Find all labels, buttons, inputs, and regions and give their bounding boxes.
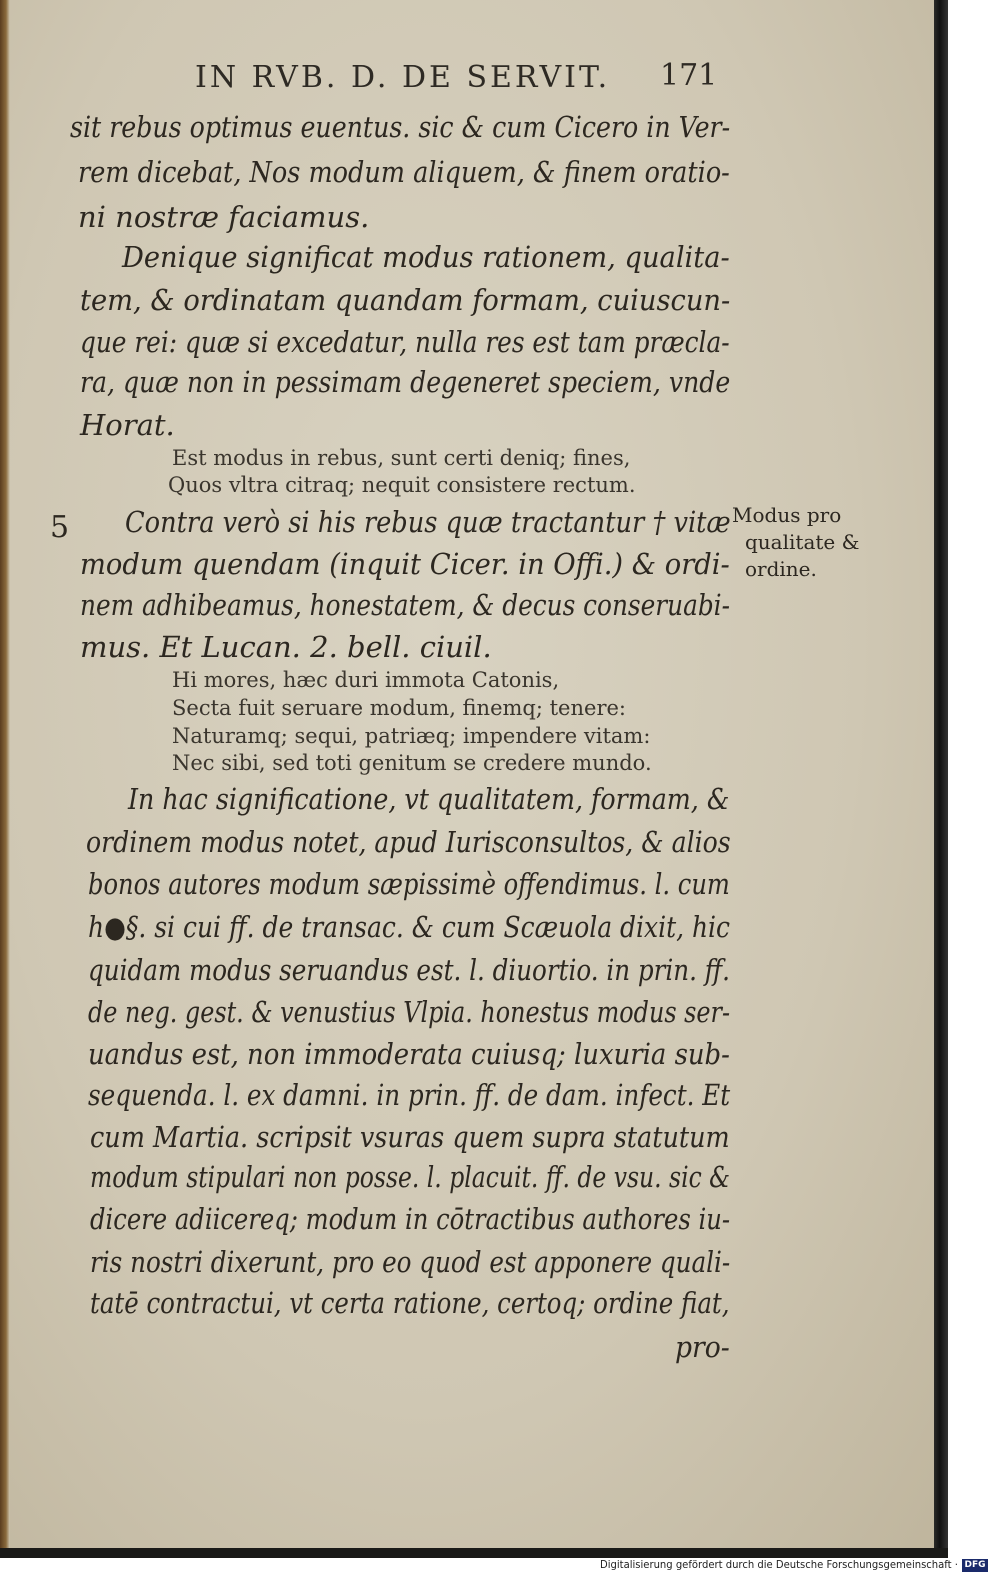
binding-edge [0,0,10,1552]
verse-line: Hi mores, hæc duri immota Catonis, [172,668,560,692]
text-line: uandus est, non immoderata cuiusq; luxuria sub- [88,1037,730,1071]
text-line: cum Martia. scripsit vsuras quem supra statutum [90,1120,730,1154]
text-line: ni nostræ faciamus. [78,200,370,234]
page-number: 171 [660,58,718,93]
verse-line: Nec sibi, sed toti genitum se credere mundo. [172,751,652,775]
verse-line: Secta fuit seruare modum, finemq; tenere: [172,696,626,720]
side-note-line: Modus pro [732,503,842,527]
text-line: Horat. [80,408,175,442]
text-line: modum quendam (inquit Cicer. in Offi.) & ordi- [80,547,730,581]
text-line: sit rebus optimus euentus. sic & cum Cicero in Ver- [70,110,731,144]
text-line: In hac significatione, vt qualitatem, formam, & [128,782,730,816]
verse-line: Naturamq; sequi, patriæq; impendere vitam: [172,724,651,748]
text-line: tatē contractui, vt certa ratione, certoq; ordine fiat, [90,1286,730,1320]
catchword: pro- [675,1330,730,1364]
text-line: ra, quæ non in pessimam degeneret speciem, vnde [80,365,731,399]
verse-line: Quos vltra citraq; nequit consistere rectum. [168,473,636,497]
verse-line: Est modus in rebus, sunt certi deniq; fines, [172,446,631,470]
digitization-credit: Digitalisierung gefördert durch die Deutsche Forschungsgemeinschaft · [600,1558,958,1571]
text-line: bonos autores modum sæpissimè offendimus. l. cum [88,867,730,901]
text-line: h●§. si cui ff. de transac. & cum Scæuola dixit, hic [88,910,731,944]
text-line: que rei: quæ si excedatur, nulla res est tam præcla- [80,325,730,359]
text-line: modum stipulari non posse. l. placuit. ff. de vsu. sic & [90,1160,731,1194]
text-line: nem adhibeamus, honestatem, & decus conseruabi- [80,588,730,622]
page-bottom-edge [0,1548,948,1558]
side-note-line: qualitate & [745,530,860,554]
side-note-line: ordine. [745,557,817,581]
section-number: 5 [50,510,70,545]
text-line: tem, & ordinatam quandam formam, cuiuscun- [80,283,731,317]
page-right-edge [934,0,948,1552]
text-line: dicere adiicereq; modum in cōtractibus authores iu- [90,1202,731,1236]
text-line: mus. Et Lucan. 2. bell. ciuil. [80,630,492,664]
text-line: quidam modus seruandus est. l. diuortio. in prin. ff. [88,953,730,987]
text-line: ordinem modus notet, apud Iurisconsultos, & alios [86,825,731,859]
text-line: rem dicebat, Nos modum aliquem, & finem oratio- [78,155,730,189]
text-line: ris nostri dixerunt, pro eo quod est apponere quali- [90,1245,731,1279]
text-line: de neg. gest. & venustius Vlpia. honestus modus ser- [88,995,731,1029]
dfg-logo: DFG [962,1559,988,1572]
text-line: Contra verò si his rebus quæ tractantur † vitæ [125,505,731,539]
running-title: IN RVB. D. DE SERVIT. [195,60,611,95]
text-line: sequenda. l. ex damni. in prin. ff. de dam. infect. Et [88,1078,731,1112]
text-line: Denique significat modus rationem, qualita- [122,240,730,274]
